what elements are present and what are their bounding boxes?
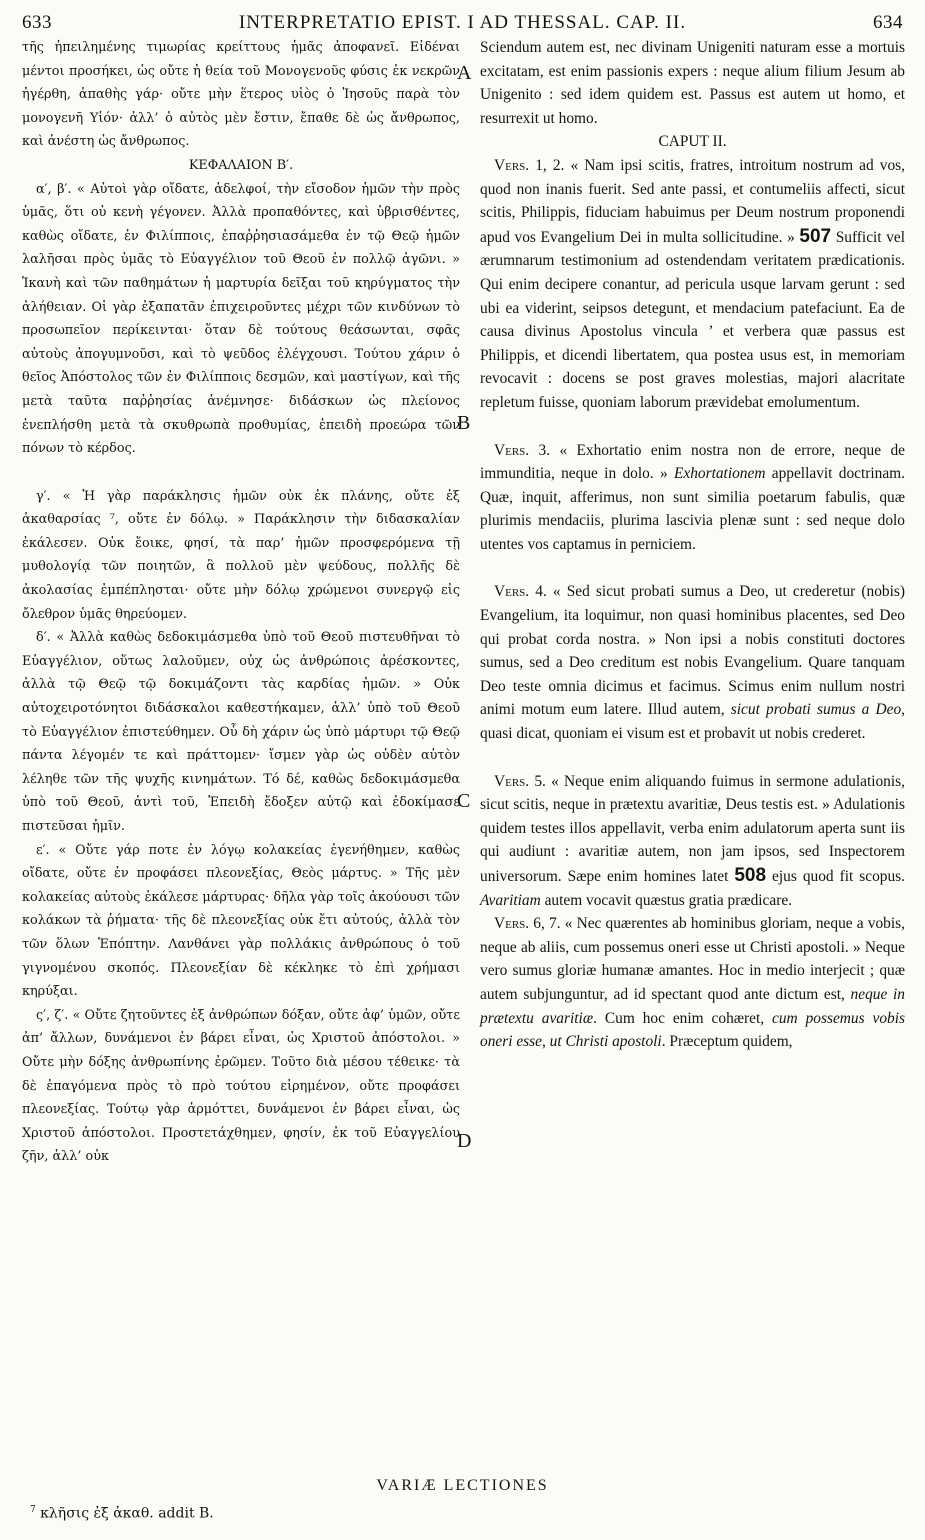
greek-column: [22, 36, 460, 1169]
footnote-mark: 7: [30, 1505, 36, 1515]
variae-lectiones-heading: VARIÆ LECTIONES: [376, 1477, 549, 1494]
greek-paragraph-3: γ′. « Ἡ γὰρ παράκλησις ἡμῶν οὐκ ἐκ πλάνης, οὔτε ἐξ ἀκαθαρσίας ⁷, οὔτε ἐν δόλῳ. » Παράκλησιν τὴν διδασκαλίαν ἐκάλεσεν. Οὐκ ἔοικε, φησί, τὰ παρ’ ἡμῶν προσφερόμενα τῇ μυθολογίᾳ τῶν ποιητῶν, ἃ πολλοῦ μὲν ψεύδους, πολλῆς δὲ ἀκολασίας ἐμπέπλησται· οὔτε μὴν δόλῳ χρώμενοι συνεργῷ εἰς ὄλεθρον ὑμᾶς θηρεύομεν.: [22, 488, 460, 622]
running-header: [22, 6, 903, 36]
verse-ref: Vers. 4.: [494, 583, 547, 601]
greek-chapter-heading: ΚΕΦΑΛΑΙΟΝ Β′.: [188, 157, 294, 173]
margin-letter-d: D: [457, 1130, 472, 1152]
greek-paragraph-6: ς′, ζ′. « Οὔτε ζητοῦντες ἐξ ἀνθρώπων δόξαν, οὔτε ἀφ’ ὑμῶν, οὔτε ἀπ’ ἄλλων, δυνάμενοι ἐν βάρει εἶναι, ὡς Χριστοῦ ἀπόστολοι. » Οὔτε μὴν δόξης ἀνθρωπίνης ἐρῶμεν. Τοῦτο διὰ μέσου τέθεικε· τὰ δὲ ἐπαγόμενα πρὸς τὸ πρὸ τούτου εἰρημένον, οὔτε προφάσει πλεονεξίας. Τούτῳ γὰρ ἁρμόττει, δυνάμενοι ἐν βάρει εἶναι, ὡς Χριστοῦ ἀπόστολοι. Προστετάχθημεν, φησίν, ἐκ τοῦ Εὐαγγελίου ζῆν, ἀλλ’ οὐκ: [22, 1007, 460, 1165]
margin-letter-b: B: [457, 412, 471, 434]
page-number-left: 633: [22, 12, 52, 33]
latin-paragraph-5: Vers. 5. « Neque enim aliquando fuimus in sermone adulationis, sicut scitis, neque in prætextu avaritiæ, Deus testis est. » Adulationis quidem testes illos appellavit, verba enim adulatorum aperta sunt iis qui audiunt : avaritiæ autem, non jam ipsos, sed Inspectorem universorum. Sæpe enim homines latet 508 ejus quod fit scopus. Avaritiam autem vocavit quæstus gratia prædicare.: [480, 772, 906, 909]
latin-paragraph-3: Vers. 3. « Exhortatio enim nostra non de errore, neque de immunditia, neque in dolo. » Exhortationem appellavit doctrinam. Quæ, inquit, afferimus, non sunt similia poetarum fabulis, quæ plurimis mendaciis, plurima lascivia plenæ sunt : sed neque dolo utentes vos captamus in perniciem.: [480, 441, 905, 553]
running-title: INTERPRETATIO EPIST. I AD THESSAL. CAP. II.: [238, 12, 687, 33]
page-number-right: 634: [873, 12, 903, 33]
greek-intro: τῆς ἠπειλημένης τιμωρίας κρείττους ἡμᾶς ἀποφανεῖ. Εἰδέναι μέντοι προσήκει, ὡς οὔτε ἡ θεία τοῦ Μονογενοῦς φύσις ἐκ νεκρῶν ἠγέρθη, ἀπαθὴς γάρ· οὔτε μὴν ἕτερος υἱὸς ὁ Ἰησοῦς παρὰ τὸν μονογενῆ Υἱόν· ἀλλ’ ὁ αὐτὸς μὲν ἔστιν, ἔπαθε δὲ ὡς ἄνθρωπος, καὶ ἀνέστη ὡς ἄνθρωπος.: [22, 40, 460, 150]
margin-letter-c: C: [457, 790, 471, 812]
verse-ref: Vers. 6, 7.: [494, 915, 561, 933]
latin-chapter-heading: CAPUT II.: [658, 133, 727, 151]
latin-paragraph-6: Vers. 6, 7. « Nec quærentes ab hominibus gloriam, neque a vobis, neque ab aliis, cum possemus oneri esse ut Christi apostoli. » Neque vero sumus gloriæ humanæ amantes. Hoc in medio interjecit ; quæ autem subjunguntur, ad id spectant quod ante dictum est, neque in prætextu avaritiæ. Cum hoc enim cohæret, cum possemus vobis oneri esse, ut Christi apostoli. Præceptum quidem,: [480, 915, 905, 1051]
footnote: $^7$ κλῆσις ἐξ ἀκαθ. addit B.: [30, 1505, 214, 1522]
greek-paragraph-1: α′, β′. « Αὐτοὶ γὰρ οἴδατε, ἀδελφοί, τὴν εἴσοδον ἡμῶν τὴν πρὸς ὑμᾶς, ὅτι οὐ κενὴ γέγονεν. Ἀλλὰ προπαθόντες, καὶ ὑβρισθέντες, καθὼς οἴδατε, ἐν Φιλίπποις, ἐπαῤῥησιασάμεθα ἐν τῷ Θεῷ ἡμῶν λαλῆσαι πρὸς ὑμᾶς τὸ Εὐαγγέλιον τοῦ Θεοῦ ἐν πολλῷ ἀγῶνι. » Ἱκανὴ καὶ τῶν παθημάτων ἡ μαρτυρία δεῖξαι τοῦ κηρύγματος τὴν ἀλήθειαν. Οἱ γὰρ ἐξαπατᾶν ἐπιχειροῦντες μέχρι τῶν κινδύνων τὸ προσωπεῖον περίκεινται· ὅταν δὲ τούτους θεάσωνται, σφᾶς αὐτοὺς ἀπογυμνοῦσι, καὶ τὸ ψεῦδος ἐλέγχουσι. Τούτου χάριν ὁ θεῖος Ἀπόστολος τῶν ἐν Φιλίπποις δεσμῶν, καὶ μαστίγων, καὶ τῆς μετὰ ταῦτα παῤῥησίας ἀνέμνησε· διδάσκων ὡς πλείονος ἐνεπλήσθη μετὰ τὰ σκυθρωπὰ προθυμίας, ἐπειδὴ προεώρα τῶν πόνων τὸ κέρδος.: [22, 181, 460, 457]
latin-intro: Sciendum autem est, nec divinam Unigeniti naturam esse a mortuis excitatam, est enim passionis expers : neque alium filium Jesum ab Unigenito : sed idem quidem est. Passus est autem ut homo, et resurrexit ut homo.: [480, 39, 905, 127]
verse-ref: Vers. 5.: [494, 772, 546, 790]
verse-ref: Vers. 1, 2.: [494, 156, 565, 174]
greek-paragraph-4: δ′. « Ἀλλὰ καθὼς δεδοκιμάσμεθα ὑπὸ τοῦ Θεοῦ πιστευθῆναι τὸ Εὐαγγέλιον, οὕτως λαλοῦμεν, οὐχ ὡς ἀνθρώποις ἀρέσκοντες, ἀλλὰ τῷ Θεῷ τῷ δοκιμάζοντι τὰς καρδίας ἡμῶν. » Οὐκ αὐτοχειροτόνητοι διδάσκαλοι καθεστήκαμεν, ἀλλ’ ὑπὸ τοῦ Θεοῦ τὸ Εὐαγγέλιον ἐπιστεύθημεν. Οὗ δὴ χάριν ὡς ὑπὸ μάρτυρι τῷ Θεῷ πάντα λέγομέν τε καὶ πράττομεν· ἴσμεν γὰρ ὡς οὐδὲν αὐτὸν λέληθε τῶν τῆς ψυχῆς κινημάτων. Τό δέ, καθὼς δεδοκιμάσμεθα ὑπὸ τοῦ Θεοῦ, ἀντὶ τοῦ, Ἐπειδὴ ἔδοξεν αὐτῷ καὶ ἐδοκίμασε πιστεῦσαι ἡμῖν.: [22, 630, 460, 834]
column-number-507: 507: [799, 225, 832, 247]
latin-column: [480, 36, 905, 1054]
greek-paragraph-5: ε′. « Οὔτε γάρ ποτε ἐν λόγῳ κολακείας ἐγενήθημεν, καθὼς οἴδατε, οὔτε ἐν προφάσει πλεονεξίας, Θεὸς μάρτυς. » Τῆς μὲν κολακείας αὐτοὺς ἐκάλεσε μάρτυρας· δῆλα γὰρ τοῖς ἀκούουσι τῶν κολάκων τὰ ῥήματα· τῆς δὲ πλεονεξίας οὐκ ἔτι αὐτούς, ἀλλὰ τὸν τῶν ὅλων Ἐπόπτην. Λανθάνει γὰρ πολλάκις ἀνθρώπους ὁ τοῦ γιγνομένου σκοπός. Πλεονεξίαν δὲ κέκληκε τὸ ἐπὶ χρήμασι κηρύξαι.: [22, 842, 460, 1000]
latin-paragraph-1: Vers. 1, 2. « Nam ipsi scitis, fratres, introitum nostrum ad vos, quod non inanis fuerit. Sed ante passi, et contumeliis affecti, sicut scitis, Philippis, fiduciam habuimus per Deum nostrum proponendi apud vos Evangelium Dei in multa sollicitudine. » 507 Sufficit vel ærumnarum testimonium ad ostendendam veritatem prædicationis. Qui enim decipere conantur, ad pericula usque larvam gerunt : sed ubi ea viderint, seipsos detegunt, et mendacium patefaciunt. Ea de causa divinus Apostolus vincula ’ et verbera quæ passus est Philippis, et dicendi libertatem, qua postea usus est, in memoriam revocavit : docens se post graves molestias, majori alacritate repletum fuisse, quoniam laborum prævidebat emolumentum.: [480, 156, 905, 411]
margin-letter-a: A: [457, 62, 472, 84]
column-number-508: 508: [734, 865, 767, 886]
latin-paragraph-4: Vers. 4. « Sed sicut probati sumus a Deo, ut crederetur (nobis) Evangelium, ita loquimur, non quasi hominibus placentes, sed Deo qui probat corda nostra. » Non ipsi a nobis constituti doctores sumus, sed a Deo creditum est nobis Evangelium. Quare tanquam Deo teste omnia dicimus et facimus. Scimus enim nullum nostri animi motum eum latere. Illud autem, sicut probati sumus a Deo, quasi dicat, quoniam ei visum est et probavit ut nobis crederet.: [480, 583, 905, 743]
verse-ref: Vers. 3.: [494, 441, 551, 459]
